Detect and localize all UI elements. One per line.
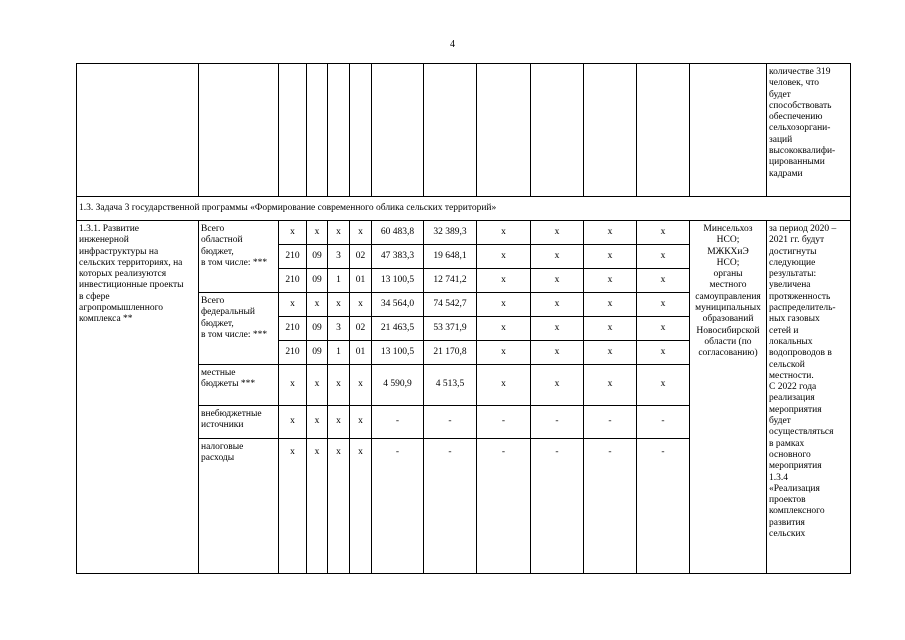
value-cell: 210: [279, 245, 307, 269]
value-cell: x: [584, 221, 637, 245]
value-cell: x: [531, 365, 584, 406]
value-cell: x: [307, 365, 328, 406]
value-cell: 47 383,3: [372, 245, 424, 269]
value-cell: x: [637, 317, 690, 341]
value-cell: 09: [307, 341, 328, 365]
executor-cell: [690, 221, 767, 574]
value-cell: x: [328, 365, 350, 406]
program-table-container: [76, 63, 851, 574]
text-line: в том числе: ***: [201, 257, 268, 268]
text-line: результаты:: [769, 269, 817, 280]
value-cell: 13 100,5: [372, 341, 424, 365]
text-line: сельской: [769, 359, 805, 370]
value-cell: 34 564,0: [372, 293, 424, 317]
value-cell: -: [584, 439, 637, 574]
value-cell: -: [637, 439, 690, 574]
text-line: развития: [769, 517, 805, 528]
value-cell: x: [350, 406, 372, 439]
value-cell: x: [350, 221, 372, 245]
value-cell: 4 513,5: [424, 365, 477, 406]
text-line: С 2022 года: [769, 382, 817, 393]
text-line: «Реализация: [769, 483, 820, 494]
text-line: 1.3.4: [769, 472, 788, 483]
text-line: в сфере: [79, 291, 110, 302]
result-cell: [767, 64, 851, 197]
value-cell: x: [477, 317, 531, 341]
text-line: ных газовых: [769, 314, 820, 325]
empty-cell: [328, 64, 350, 197]
value-cell: x: [531, 341, 584, 365]
value-cell: x: [637, 245, 690, 269]
text-line: обеспечению: [769, 112, 823, 123]
value-cell: -: [584, 406, 637, 439]
value-cell: x: [584, 341, 637, 365]
measure-cell: [77, 221, 199, 574]
text-line: областной: [201, 235, 243, 246]
task-header-row: [77, 197, 851, 221]
text-line: инфраструктуры на: [79, 246, 159, 257]
text-line: мероприятия: [769, 404, 822, 415]
text-line: в рамках: [769, 438, 805, 449]
value-cell: x: [477, 293, 531, 317]
text-line: водопроводов в: [769, 348, 832, 359]
text-line: кадрами: [769, 168, 803, 179]
value-cell: x: [584, 245, 637, 269]
text-line: федеральный: [201, 307, 255, 318]
text-line: Всего: [201, 296, 225, 306]
text-line: сетей и: [769, 325, 799, 336]
value-cell: 09: [307, 245, 328, 269]
value-cell: 09: [307, 317, 328, 341]
text-line: НСО;: [716, 235, 740, 246]
empty-cell: [424, 64, 477, 197]
value-cell: x: [350, 439, 372, 574]
value-cell: 4 590,9: [372, 365, 424, 406]
empty-cell: [477, 64, 531, 197]
text-line: налоговые: [201, 442, 244, 452]
text-line: образований: [702, 314, 754, 325]
text-line: источники: [201, 420, 244, 431]
value-cell: 53 371,9: [424, 317, 477, 341]
value-cell: 12 741,2: [424, 269, 477, 293]
value-cell: x: [328, 293, 350, 317]
value-cell: 19 648,1: [424, 245, 477, 269]
text-line: за период 2020 –: [769, 224, 837, 234]
text-line: способствовать: [769, 100, 832, 111]
value-cell: x: [279, 406, 307, 439]
value-cell: x: [584, 269, 637, 293]
text-line: самоуправления: [695, 291, 761, 302]
value-cell: x: [350, 365, 372, 406]
text-line: 2021 гг. будут: [769, 235, 825, 246]
value-cell: -: [477, 439, 531, 574]
text-line: Минсельхоз: [703, 224, 753, 234]
value-cell: x: [637, 221, 690, 245]
source-cell: [199, 293, 279, 365]
text-line: комплексного: [769, 506, 825, 517]
empty-cell: [279, 64, 307, 197]
value-cell: x: [328, 439, 350, 574]
text-line: в том числе: ***: [201, 329, 268, 340]
value-cell: x: [477, 269, 531, 293]
empty-cell: [584, 64, 637, 197]
empty-cell: [350, 64, 372, 197]
value-cell: x: [328, 406, 350, 439]
text-line: заций: [769, 134, 793, 145]
text-line: человек, что: [769, 78, 820, 89]
text-line: расходы: [201, 453, 235, 464]
empty-cell: [372, 64, 424, 197]
text-line: инженерной: [79, 235, 129, 246]
text-line: локальных: [769, 336, 813, 347]
program-table: [76, 63, 851, 574]
task-header: 1.3. Задача 3 государственной программы «Формирование современного облика сельских территорий»: [77, 197, 851, 221]
empty-cell: [307, 64, 328, 197]
source-cell: [199, 439, 279, 574]
text-line: органы: [713, 269, 743, 280]
value-cell: x: [584, 365, 637, 406]
value-cell: -: [637, 406, 690, 439]
value-cell: x: [477, 245, 531, 269]
value-cell: 210: [279, 341, 307, 365]
value-cell: x: [350, 293, 372, 317]
value-cell: x: [531, 269, 584, 293]
text-line: местного: [709, 280, 747, 291]
value-cell: 210: [279, 269, 307, 293]
data-row: [77, 221, 851, 245]
text-line: местности.: [769, 370, 814, 381]
empty-cell: [77, 64, 199, 197]
value-cell: 02: [350, 245, 372, 269]
text-line: бюджет,: [201, 246, 234, 257]
value-cell: -: [477, 406, 531, 439]
text-line: будет: [769, 416, 791, 427]
result-cell: [767, 221, 851, 574]
value-cell: x: [279, 365, 307, 406]
text-line: сельских территориях, на: [79, 257, 183, 268]
text-line: проектов: [769, 495, 806, 506]
value-cell: x: [584, 317, 637, 341]
value-cell: x: [477, 341, 531, 365]
value-cell: x: [637, 293, 690, 317]
source-cell: [199, 406, 279, 439]
text-line: инвестиционные проекты: [79, 280, 184, 291]
source-cell: [199, 221, 279, 293]
text-line: протяженность: [769, 291, 831, 302]
value-cell: 32 389,3: [424, 221, 477, 245]
text-line: муниципальных: [695, 303, 761, 314]
empty-cell: [199, 64, 279, 197]
value-cell: x: [279, 293, 307, 317]
value-cell: x: [637, 341, 690, 365]
text-line: осуществляться: [769, 427, 834, 438]
text-line: цированными: [769, 157, 825, 168]
text-line: достигнуты: [769, 246, 817, 257]
text-line: которых реализуются: [79, 269, 167, 280]
value-cell: 3: [328, 245, 350, 269]
text-line: сельских: [769, 529, 806, 540]
value-cell: -: [531, 439, 584, 574]
value-cell: x: [279, 439, 307, 574]
value-cell: x: [307, 293, 328, 317]
value-cell: -: [424, 406, 477, 439]
value-cell: x: [477, 365, 531, 406]
text-line: местные: [201, 368, 236, 378]
value-cell: -: [372, 406, 424, 439]
text-line: распределитель-: [769, 303, 836, 314]
page-number: 4: [450, 39, 455, 50]
text-line: бюджеты ***: [201, 379, 256, 390]
value-cell: x: [637, 365, 690, 406]
text-line: Новосибирской: [696, 325, 760, 336]
value-cell: x: [531, 245, 584, 269]
text-line: агропромышленного: [79, 303, 164, 314]
text-line: НСО;: [716, 257, 740, 268]
value-cell: x: [279, 221, 307, 245]
text-line: комплекса **: [79, 314, 133, 325]
value-cell: x: [328, 221, 350, 245]
value-cell: x: [307, 439, 328, 574]
value-cell: 13 100,5: [372, 269, 424, 293]
value-cell: x: [531, 221, 584, 245]
value-cell: 09: [307, 269, 328, 293]
text-line: 1.3.1. Развитие: [79, 224, 140, 234]
text-line: количестве 319: [769, 67, 831, 77]
value-cell: 21 463,5: [372, 317, 424, 341]
text-line: высококвалифи-: [769, 146, 836, 157]
value-cell: -: [424, 439, 477, 574]
value-cell: 02: [350, 317, 372, 341]
value-cell: 74 542,7: [424, 293, 477, 317]
value-cell: x: [307, 221, 328, 245]
value-cell: 01: [350, 341, 372, 365]
value-cell: x: [477, 221, 531, 245]
value-cell: 60 483,8: [372, 221, 424, 245]
text-line: следующие: [769, 257, 816, 268]
empty-cell: [637, 64, 690, 197]
text-line: сельхозоргани-: [769, 123, 831, 134]
text-line: реализация: [769, 393, 815, 404]
value-cell: 21 170,8: [424, 341, 477, 365]
text-line: внебюджетные: [201, 409, 262, 419]
value-cell: 1: [328, 269, 350, 293]
source-cell: [199, 365, 279, 406]
text-line: области (по: [704, 336, 752, 347]
text-line: основного: [769, 449, 811, 460]
value-cell: x: [531, 293, 584, 317]
value-cell: 01: [350, 269, 372, 293]
value-cell: x: [307, 406, 328, 439]
text-line: согласованию): [698, 348, 758, 359]
continuation-row: [77, 64, 851, 197]
empty-cell: [690, 64, 767, 197]
text-line: мероприятия: [769, 461, 822, 472]
value-cell: 1: [328, 341, 350, 365]
text-line: будет: [769, 89, 791, 100]
empty-cell: [531, 64, 584, 197]
text-line: увеличена: [769, 280, 811, 291]
value-cell: x: [584, 293, 637, 317]
text-line: бюджет,: [201, 318, 234, 329]
value-cell: x: [531, 317, 584, 341]
text-line: МЖКХиЭ: [707, 246, 749, 257]
value-cell: x: [637, 269, 690, 293]
value-cell: -: [531, 406, 584, 439]
value-cell: -: [372, 439, 424, 574]
text-line: Всего: [201, 224, 225, 234]
value-cell: 210: [279, 317, 307, 341]
value-cell: 3: [328, 317, 350, 341]
